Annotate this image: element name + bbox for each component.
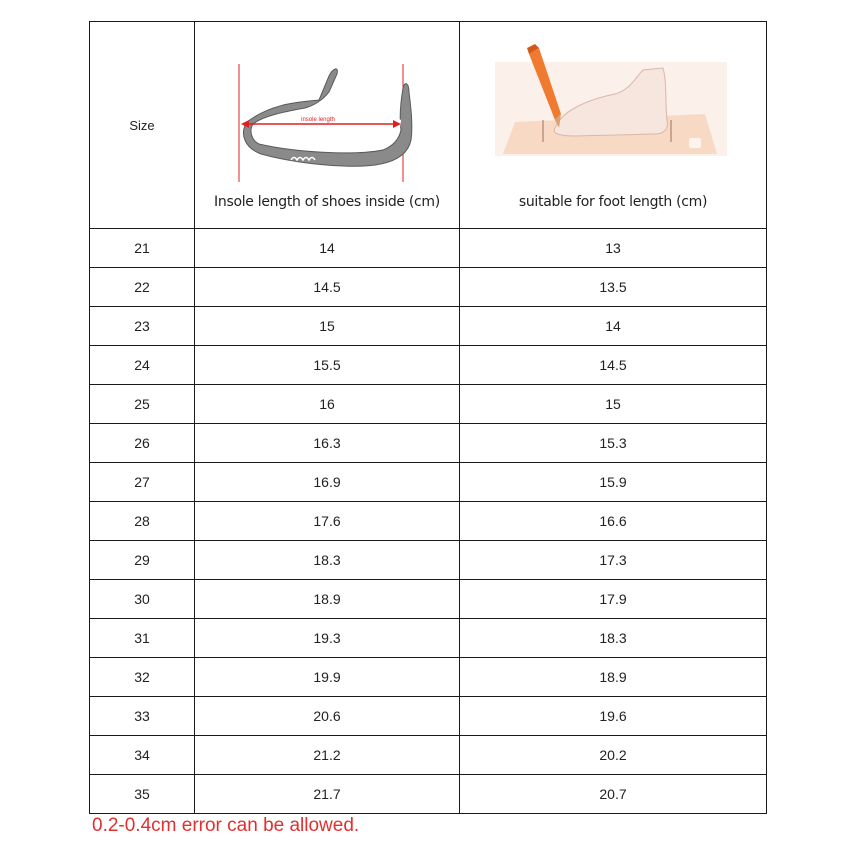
foot-length-cell: 14 xyxy=(460,307,767,346)
size-cell: 21 xyxy=(90,229,195,268)
size-cell: 22 xyxy=(90,268,195,307)
table-row xyxy=(90,541,767,580)
size-chart-table xyxy=(89,21,767,814)
size-cell: 33 xyxy=(90,697,195,736)
table-row xyxy=(90,229,767,268)
foot-trace-icon xyxy=(495,42,727,158)
size-cell: 31 xyxy=(90,619,195,658)
size-cell: 34 xyxy=(90,736,195,775)
insole-length-cell: 19.9 xyxy=(195,658,460,697)
table-row xyxy=(90,502,767,541)
insole-length-cell: 15 xyxy=(195,307,460,346)
foot-header-cell xyxy=(460,22,767,229)
foot-length-cell: 17.3 xyxy=(460,541,767,580)
size-cell: 25 xyxy=(90,385,195,424)
size-cell: 29 xyxy=(90,541,195,580)
insole-length-cell: 14.5 xyxy=(195,268,460,307)
table-row xyxy=(90,463,767,502)
header-row xyxy=(90,22,767,229)
table-row xyxy=(90,268,767,307)
insole-length-cell: 19.3 xyxy=(195,619,460,658)
insole-length-cell: 21.7 xyxy=(195,775,460,814)
foot-length-cell: 15 xyxy=(460,385,767,424)
shoe-sole-measure-icon xyxy=(233,60,423,190)
insole-length-label: insole length xyxy=(301,117,335,123)
foot-length-cell: 14.5 xyxy=(460,346,767,385)
foot-length-cell: 20.2 xyxy=(460,736,767,775)
size-header-cell xyxy=(90,22,195,229)
foot-length-cell: 13 xyxy=(460,229,767,268)
foot-length-cell: 20.7 xyxy=(460,775,767,814)
size-cell: 28 xyxy=(90,502,195,541)
foot-length-cell: 18.9 xyxy=(460,658,767,697)
size-cell: 32 xyxy=(90,658,195,697)
table-row xyxy=(90,307,767,346)
foot-length-cell: 13.5 xyxy=(460,268,767,307)
insole-header-cell xyxy=(195,22,460,229)
foot-length-cell: 19.6 xyxy=(460,697,767,736)
table-row xyxy=(90,580,767,619)
table-row xyxy=(90,619,767,658)
insole-length-cell: 16 xyxy=(195,385,460,424)
insole-length-cell: 14 xyxy=(195,229,460,268)
table-row xyxy=(90,697,767,736)
insole-header: Insole length of shoes inside (cm) xyxy=(214,194,440,210)
foot-length-cell: 15.9 xyxy=(460,463,767,502)
table-row xyxy=(90,775,767,814)
size-cell: 23 xyxy=(90,307,195,346)
insole-length-cell: 21.2 xyxy=(195,736,460,775)
insole-length-cell: 17.6 xyxy=(195,502,460,541)
insole-length-cell: 20.6 xyxy=(195,697,460,736)
table-row xyxy=(90,424,767,463)
insole-length-cell: 16.3 xyxy=(195,424,460,463)
size-cell: 35 xyxy=(90,775,195,814)
insole-length-cell: 18.3 xyxy=(195,541,460,580)
insole-length-cell: 18.9 xyxy=(195,580,460,619)
insole-length-cell: 16.9 xyxy=(195,463,460,502)
size-cell: 24 xyxy=(90,346,195,385)
foot-length-cell: 15.3 xyxy=(460,424,767,463)
table-row xyxy=(90,346,767,385)
foot-length-cell: 18.3 xyxy=(460,619,767,658)
table-row xyxy=(90,736,767,775)
size-header: Size xyxy=(129,118,155,133)
foot-header: suitable for foot length (cm) xyxy=(518,194,708,210)
tolerance-note: 0.2-0.4cm error can be allowed. xyxy=(92,815,360,836)
table-row xyxy=(90,658,767,697)
size-cell: 26 xyxy=(90,424,195,463)
foot-length-cell: 16.6 xyxy=(460,502,767,541)
foot-length-cell: 17.9 xyxy=(460,580,767,619)
table-row xyxy=(90,385,767,424)
size-cell: 27 xyxy=(90,463,195,502)
size-cell: 30 xyxy=(90,580,195,619)
insole-length-cell: 15.5 xyxy=(195,346,460,385)
